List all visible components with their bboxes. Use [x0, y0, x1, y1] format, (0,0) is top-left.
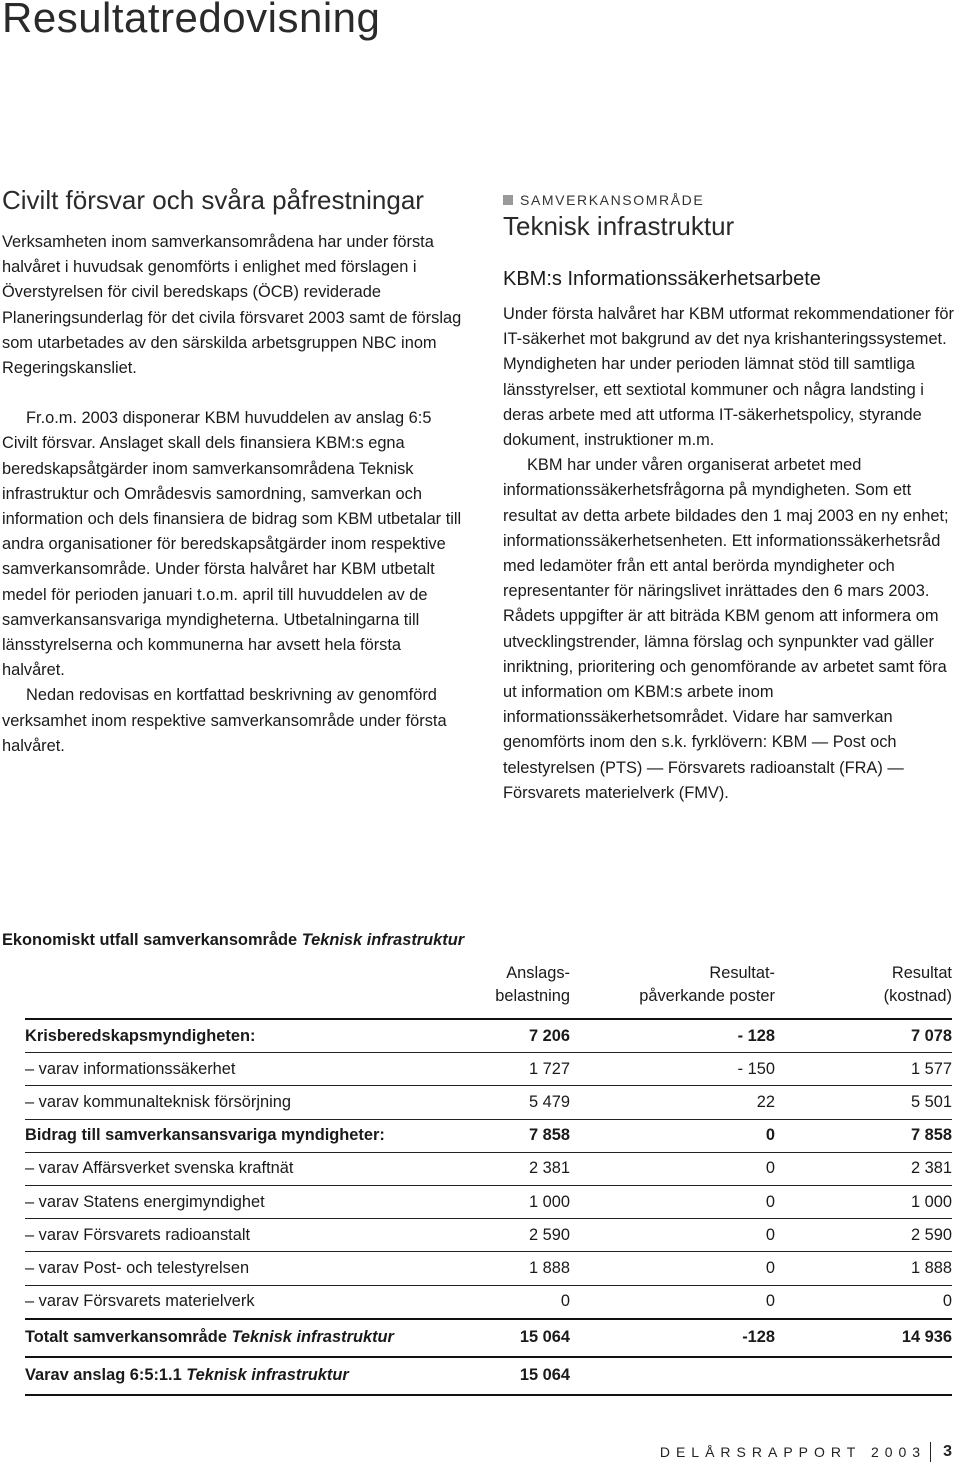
- body-paragraph: Verksamheten inom samverkansområdena har under första halvåret i huvudsak genomförts i enlighet med förslagen i Överstyrelsen för civil beredskaps (ÖCB) reviderade Planeringsunderlag för det civila försvaret 2003 samt de förslag som utarbetades av den särskilda arbetsgruppen NBC inom Regeringskansliet.: [2, 233, 462, 378]
- cell-value: 7 858: [775, 1119, 952, 1152]
- row-label: [25, 1319, 455, 1357]
- section-title: Teknisk infrastruktur: [503, 211, 735, 241]
- row-label: – varav kommunalteknisk försörjning: [25, 1086, 455, 1119]
- page-title: Resultatredovisning: [2, 0, 381, 41]
- page-footer: [660, 1442, 952, 1462]
- row-label: – varav Affärsverket svenska kraftnät: [25, 1152, 455, 1185]
- row-label: Bidrag till samverkansansvariga myndigheter:: [25, 1119, 455, 1152]
- cell-value: 15 064: [455, 1319, 570, 1357]
- cell-value: 2 590: [775, 1219, 952, 1252]
- cell-empty: [570, 1357, 775, 1395]
- header-cell: [570, 962, 775, 1019]
- total-label-italic: Teknisk infrastruktur: [231, 1328, 394, 1347]
- square-bullet-icon: [503, 195, 513, 205]
- table-row: [25, 1252, 952, 1285]
- financial-table: [25, 962, 952, 1396]
- page-number: 3: [943, 1443, 952, 1460]
- body-paragraph: KBM har under våren organiserat arbetet med informationssäkerhetsfrågorna på myndigheten. Som ett resultat av detta arbete bildades den 1 maj 2003 en ny enhet; informationssäkerhetsenheten. Ett informationssäkerhetsråd med ledamöter från ett antal berörda myndigheter och representanter för näringslivet inrättades den 6 mars 2003. Rådets uppgifter är att biträda KBM genom att informera om utvecklingstrender, lämna förslag och synpunkter vad gäller inriktning, prioritering och genomförande av arbetet samt föra ut information om KBM:s arbete inom informationssäkerhetsområdet. Vidare har samverkan genomförts inom den s.k. fyrklövern: KBM — Post och telestyrelsen (PTS) — Försvarets radioanstalt (FRA) — Försvarets materielverk (FMV).: [503, 456, 949, 802]
- cell-value: 2 381: [775, 1152, 952, 1185]
- left-column: [2, 185, 462, 759]
- table-total-row: [25, 1319, 952, 1357]
- total-label: Totalt samverkansområde: [25, 1328, 232, 1347]
- row-label: – varav Försvarets materielverk: [25, 1285, 455, 1319]
- body-paragraph: Under första halvåret har KBM utformat rekommendationer för IT-säkerhet mot bakgrund av det nya krishanteringssystemet. Myndigheten har under perioden lämnat stöd till samtliga länsstyrelser, ett sextiotal kommuner och några landsting i deras arbete med att utforma IT-säkerhetspolicy, styrande dokument, instruktioner m.m.: [503, 305, 954, 450]
- right-column: [503, 190, 959, 806]
- table-row: [25, 1053, 952, 1086]
- cell-value: 15 064: [455, 1357, 570, 1395]
- section-heading: Civilt försvar och svåra påfrestningar: [2, 185, 424, 215]
- row-label: – varav Statens energimyndighet: [25, 1185, 455, 1218]
- body-paragraph: Nedan redovisas en kortfattad beskrivning av genomförd verksamhet inom respektive samverkansområde under första halvåret.: [2, 686, 447, 755]
- cell-value: 1 577: [775, 1053, 952, 1086]
- table-title-italic: Teknisk infrastruktur: [301, 931, 465, 949]
- table-row: [25, 1185, 952, 1218]
- header-cell: [455, 962, 570, 1019]
- cell-empty: [775, 1357, 952, 1395]
- header-line: påverkande poster: [639, 987, 775, 1005]
- footer-divider: [930, 1442, 931, 1462]
- anslag-label: Varav anslag 6:5:1.1: [25, 1366, 187, 1385]
- header-line: belastning: [495, 987, 570, 1005]
- cell-value: 5 501: [775, 1086, 952, 1119]
- cell-value: 0: [570, 1119, 775, 1152]
- table-header-row: [25, 962, 952, 1019]
- row-label: – varav informationssäkerhet: [25, 1053, 455, 1086]
- cell-value: 5 479: [455, 1086, 570, 1119]
- cell-value: 0: [570, 1152, 775, 1185]
- header-cell: [775, 962, 952, 1019]
- header-line: (kostnad): [883, 987, 952, 1005]
- cell-value: 0: [775, 1285, 952, 1319]
- table-row: [25, 1219, 952, 1252]
- table-row: [25, 1285, 952, 1319]
- row-label: [25, 1357, 455, 1395]
- cell-value: -128: [570, 1319, 775, 1357]
- cell-value: 1 888: [775, 1252, 952, 1285]
- cell-value: 1 888: [455, 1252, 570, 1285]
- body-paragraph: Fr.o.m. 2003 disponerar KBM huvuddelen av anslag 6:5 Civilt försvar. Anslaget skall dels finansiera KBM:s egna beredskapsåtgärder inom samverkansområdena Teknisk infrastruktur och Områdesvis samordning, samverkan och information och dels finansiera de bidrag som KBM utbetalar till andra organisationer för beredskapsåtgärder inom respektive samverkansområde. Under första halvåret har KBM utbetalt medel för perioden januari t.o.m. april till huvuddelen av de samverkansansvariga myndigheterna. Utbetalningarna till länsstyrelserna och kommunerna har avsett hela första halvåret.: [2, 409, 462, 680]
- header-line: Anslags-: [506, 964, 570, 982]
- cell-value: 0: [570, 1185, 775, 1218]
- cell-value: 1 727: [455, 1053, 570, 1086]
- cell-value: - 128: [737, 1026, 775, 1045]
- kicker-label: SAMVERKANSOMRÅDE: [520, 192, 705, 208]
- header-line: Resultat: [891, 964, 952, 982]
- cell-value: 22: [570, 1086, 775, 1119]
- cell-value: 0: [455, 1285, 570, 1319]
- table-row: [25, 1119, 952, 1152]
- table-row: [25, 1019, 952, 1053]
- cell-value: 7 206: [528, 1026, 570, 1045]
- header-line: Resultat-: [709, 964, 775, 982]
- header-empty: [25, 962, 455, 1019]
- table-row: [25, 1086, 952, 1119]
- cell-value: 0: [570, 1252, 775, 1285]
- table-row: [25, 1152, 952, 1185]
- cell-value: 2 381: [455, 1152, 570, 1185]
- table-anslag-row: [25, 1357, 952, 1395]
- cell-value: - 150: [570, 1053, 775, 1086]
- row-label: – varav Post- och telestyrelsen: [25, 1252, 455, 1285]
- section-kicker: [503, 190, 959, 210]
- cell-value: 2 590: [455, 1219, 570, 1252]
- cell-value: 1 000: [455, 1185, 570, 1218]
- table-title: [2, 928, 464, 953]
- cell-value: 1 000: [775, 1185, 952, 1218]
- cell-value: 7 078: [910, 1026, 952, 1045]
- row-label: – varav Försvarets radioanstalt: [25, 1219, 455, 1252]
- row-label: Krisberedskapsmyndigheten:: [25, 1026, 256, 1045]
- anslag-label-italic: Teknisk infrastruktur: [186, 1366, 349, 1385]
- cell-value: 0: [570, 1219, 775, 1252]
- cell-value: 7 858: [455, 1119, 570, 1152]
- subsection-heading: KBM:s Informationssäkerhetsarbete: [503, 268, 821, 290]
- cell-value: 14 936: [775, 1319, 952, 1357]
- table-title-text: Ekonomiskt utfall samverkansområde: [2, 931, 302, 949]
- footer-label: DELÅRSRAPPORT 2003: [659, 1444, 927, 1460]
- cell-value: 0: [570, 1285, 775, 1319]
